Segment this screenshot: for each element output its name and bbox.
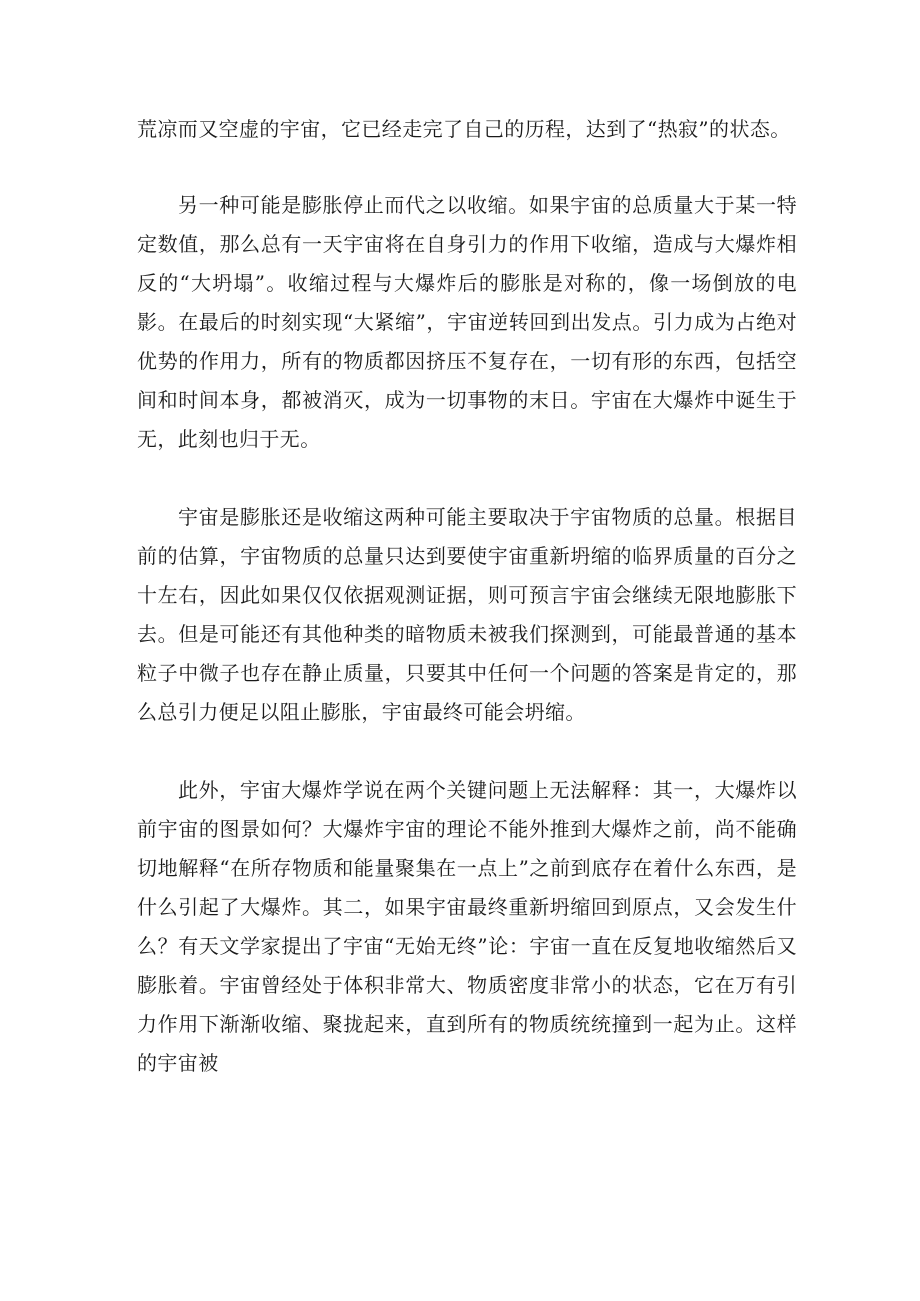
paragraph-total-mass: 宇宙是膨胀还是收缩这两种可能主要取决于宇宙物质的总量。根据目前的估算，宇宙物质的总量只达到要使宇宙重新坍缩的临界质量的百分之十左右，因此如果仅仅依据观测证据，则可预言宇宙会继续无限地膨胀下去。但是可能还有其他种类的暗物质未被我们探测到，可能最普通的基本粒子中微子也存在静止质量，只要其中任何一个问题的答案是肯定的，那么总引力便足以阻止膨胀，宇宙最终可能会坍缩。 [137,505,797,724]
paragraph-contraction: 另一种可能是膨胀停止而代之以收缩。如果宇宙的总质量大于某一特定数值，那么总有一天宇宙将在自身引力的作用下收缩，造成与大爆炸相反的“大坍塌”。收缩过程与大爆炸后的膨胀是对称的，像一场倒放的电影。在最后的时刻实现“大紧缩”，宇宙逆转回到出发点。引力成为占绝对优势的作用力，所有的物质都因挤压不复存在，一切有形的东西，包括空间和时间本身，都被消灭，成为一切事物的末日。宇宙在大爆炸中诞生于无，此刻也归于无。 [137,193,797,451]
paragraph-key-questions: 此外，宇宙大爆炸学说在两个关键问题上无法解释：其一，大爆炸以前宇宙的图景如何？大爆炸宇宙的理论不能外推到大爆炸之前，尚不能确切地解释“在所存物质和能量聚集在一点上”之前到底存在着什么东西，是什么引起了大爆炸。其二，如果宇宙最终重新坍缩回到原点，又会发生什么？有天文学家提出了宇宙“无始无终”论：宇宙一直在反复地收缩然后又膨胀着。宇宙曾经处于体积非常大、物质密度非常小的状态，它在万有引力作用下渐渐收缩、聚拢起来，直到所有的物质统统撞到一起为止。这样的宇宙被 [137,778,797,1075]
document-body [137,110,797,1122]
paragraph-continuation: 荒凉而又空虚的宇宙，它已经走完了自己的历程，达到了“热寂”的状态。 [137,117,791,141]
